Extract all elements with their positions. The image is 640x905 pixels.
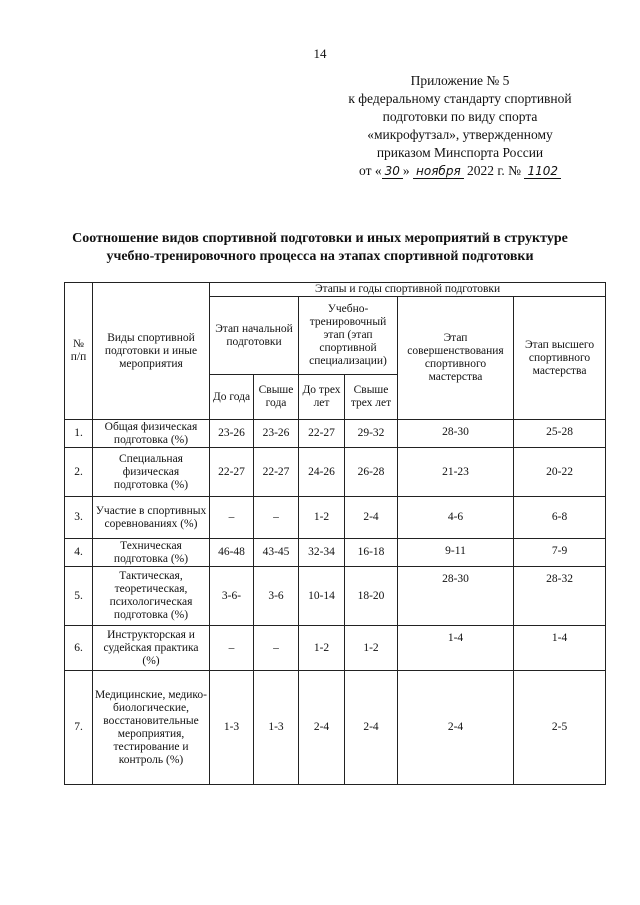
- title-line-2: учебно-тренировочного процесса на этапах спортивной подготовки: [106, 249, 534, 264]
- header-stage-training: Учебно-тренировочный этап (этап спортивной специализации): [299, 297, 398, 375]
- row-value: 4-6: [398, 497, 514, 539]
- row-value: 21-23: [398, 448, 514, 497]
- row-value: 16-18: [345, 539, 398, 567]
- row-value: 10-14: [299, 567, 345, 626]
- training-ratio-table: [64, 282, 606, 785]
- table-row: [65, 448, 606, 497]
- row-num: 1.: [65, 420, 93, 448]
- table-row: [65, 420, 606, 448]
- row-value: 22-27: [210, 448, 254, 497]
- row-value: –: [254, 626, 299, 671]
- row-value: 28-30: [398, 567, 514, 626]
- header-kind: Виды спортивной подготовки и иные мероприятия: [93, 283, 210, 420]
- row-value: 1-2: [299, 626, 345, 671]
- header-stage-improvement: Этап совершенствования спортивного мастерства: [398, 297, 514, 420]
- order-number: 1102: [524, 164, 561, 179]
- row-value: 7-9: [514, 539, 606, 567]
- row-value: 23-26: [254, 420, 299, 448]
- row-num: 7.: [65, 671, 93, 785]
- date-prefix: от «: [359, 163, 382, 178]
- row-value: 22-27: [299, 420, 345, 448]
- row-kind: Инструкторская и судейская практика (%): [93, 626, 210, 671]
- table-row: [65, 539, 606, 567]
- appendix-block: [330, 72, 590, 180]
- row-num: 6.: [65, 626, 93, 671]
- row-value: 3-6-: [210, 567, 254, 626]
- row-kind: Общая физическая подготовка (%): [93, 420, 210, 448]
- appendix-date-line: [330, 162, 590, 180]
- header-num: № п/п: [65, 283, 93, 420]
- table-row: [65, 671, 606, 785]
- appendix-line: подготовки по виду спорта: [382, 109, 538, 124]
- table-row: [65, 626, 606, 671]
- row-value: 22-27: [254, 448, 299, 497]
- row-value: 23-26: [210, 420, 254, 448]
- document-title: [40, 230, 600, 266]
- row-value: 1-2: [299, 497, 345, 539]
- row-value: 1-4: [514, 626, 606, 671]
- row-value: 25-28: [514, 420, 606, 448]
- row-value: 43-45: [254, 539, 299, 567]
- table-row: [65, 497, 606, 539]
- row-value: –: [210, 497, 254, 539]
- header-sub-training-1: До трех лет: [299, 375, 345, 420]
- row-value: 1-3: [254, 671, 299, 785]
- header-sub-training-2: Свыше трех лет: [345, 375, 398, 420]
- row-value: 9-11: [398, 539, 514, 567]
- header-group: Этапы и годы спортивной подготовки: [210, 283, 606, 297]
- row-value: 2-4: [398, 671, 514, 785]
- date-day: 30: [382, 164, 403, 179]
- title-line-1: Соотношение видов спортивной подготовки и иных мероприятий в структуре: [72, 231, 568, 246]
- appendix-line: к федеральному стандарту спортивной: [348, 91, 572, 106]
- row-value: 20-22: [514, 448, 606, 497]
- header-stage-higher: Этап высшего спортивного мастерства: [514, 297, 606, 420]
- row-value: 6-8: [514, 497, 606, 539]
- row-value: 1-4: [398, 626, 514, 671]
- date-sep: »: [402, 163, 410, 178]
- row-num: 2.: [65, 448, 93, 497]
- row-kind: Медицинские, медико-биологические, восстановительные мероприятия, тестирование и контроль (%): [93, 671, 210, 785]
- row-value: 18-20: [345, 567, 398, 626]
- page-number: 14: [313, 46, 327, 61]
- header-sub-initial-1: До года: [210, 375, 254, 420]
- row-value: 2-5: [514, 671, 606, 785]
- row-value: 1-2: [345, 626, 398, 671]
- appendix-line: «микрофутзал», утвержденному: [367, 127, 553, 142]
- row-value: 1-3: [210, 671, 254, 785]
- row-value: 26-28: [345, 448, 398, 497]
- row-value: –: [254, 497, 299, 539]
- header-stage-initial: Этап начальной подготовки: [210, 297, 299, 375]
- date-month: ноября: [413, 164, 464, 179]
- row-value: 3-6: [254, 567, 299, 626]
- row-kind: Тактическая, теоретическая, психологическая подготовка (%): [93, 567, 210, 626]
- row-num: 3.: [65, 497, 93, 539]
- row-value: 28-32: [514, 567, 606, 626]
- row-value: 2-4: [345, 671, 398, 785]
- row-value: 46-48: [210, 539, 254, 567]
- row-value: 2-4: [345, 497, 398, 539]
- row-value: 32-34: [299, 539, 345, 567]
- row-num: 4.: [65, 539, 93, 567]
- row-value: 29-32: [345, 420, 398, 448]
- appendix-line: Приложение № 5: [410, 73, 510, 88]
- table-row: [65, 567, 606, 626]
- row-value: –: [210, 626, 254, 671]
- row-value: 24-26: [299, 448, 345, 497]
- row-kind: Участие в спортивных соревнованиях (%): [93, 497, 210, 539]
- header-sub-initial-2: Свыше года: [254, 375, 299, 420]
- row-value: 2-4: [299, 671, 345, 785]
- date-year: 2022 г. №: [467, 163, 522, 178]
- row-value: 28-30: [398, 420, 514, 448]
- row-num: 5.: [65, 567, 93, 626]
- row-kind: Техническая подготовка (%): [93, 539, 210, 567]
- row-kind: Специальная физическая подготовка (%): [93, 448, 210, 497]
- appendix-line: приказом Минспорта России: [376, 145, 544, 160]
